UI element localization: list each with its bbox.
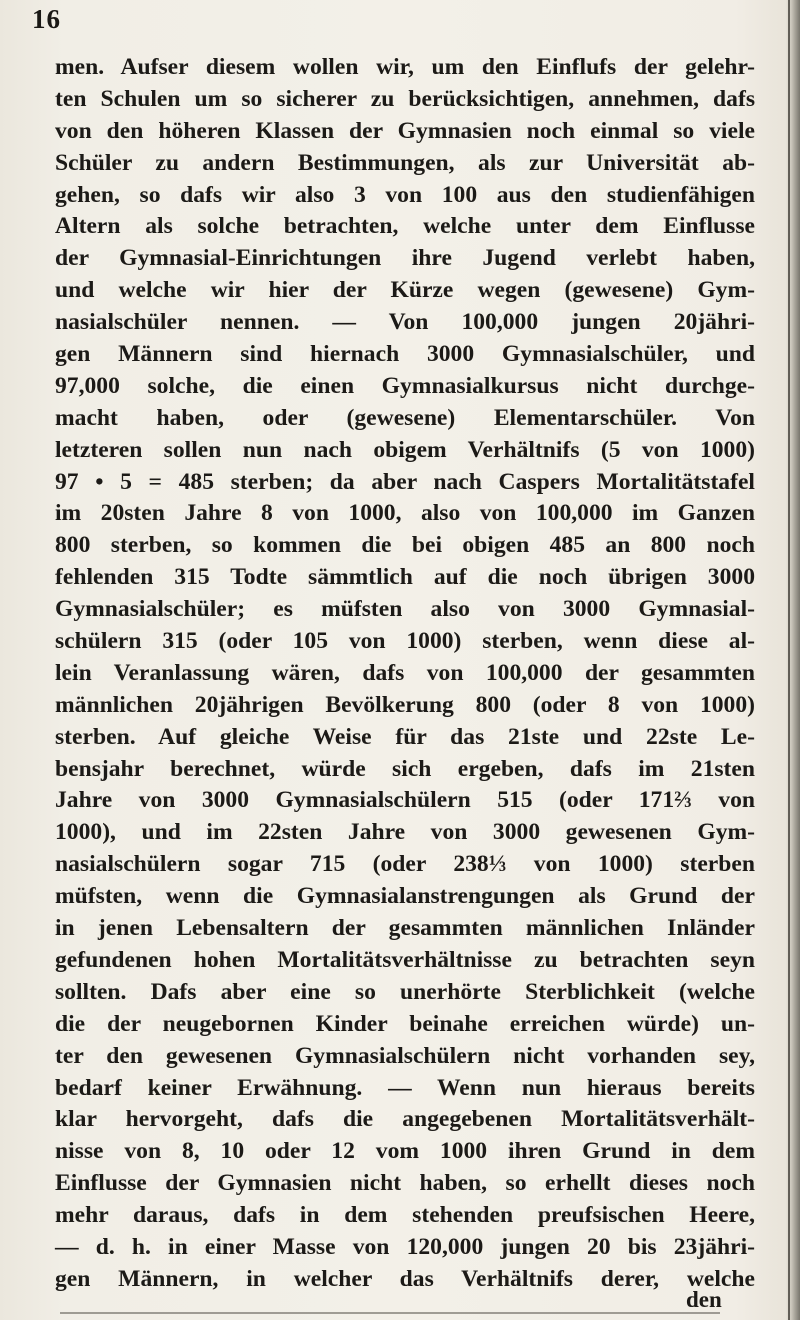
- text-line: ten Schulen um so sicherer zu berücksichtigen, annehmen, dafs: [55, 85, 755, 112]
- text-line: 800 sterben, so kommen die bei obigen 485 an 800 noch: [55, 532, 755, 559]
- page-number: 16: [32, 4, 61, 34]
- text-line: 97 • 5 = 485 sterben; da aber nach Caspers Mortalitätstafel: [55, 468, 755, 495]
- page-edge-line: [788, 0, 790, 1320]
- text-line: sollten. Dafs aber eine so unerhörte Sterblichkeit (welche: [55, 978, 755, 1005]
- text-line: Gymnasialschüler; es müfsten also von 3000 Gymnasial-: [55, 596, 755, 623]
- text-line: gefundenen hohen Mortalitätsverhältnisse zu betrachten seyn: [55, 946, 755, 973]
- text-line: letzteren sollen nun nach obigem Verhältnifs (5 von 1000): [55, 436, 755, 463]
- text-line: nasialschülern sogar 715 (oder 238⅓ von 1000) sterben: [55, 851, 755, 878]
- text-line: men. Aufser diesem wollen wir, um den Einflufs der gelehr-: [55, 54, 755, 80]
- text-line: 97,000 solche, die einen Gymnasialkursus nicht durchge-: [55, 372, 755, 399]
- text-line: Einflusse der Gymnasien nicht haben, so erhellt dieses noch: [55, 1170, 755, 1197]
- text-line: nisse von 8, 10 oder 12 vom 1000 ihren Grund in dem: [55, 1138, 755, 1165]
- text-line: Schüler zu andern Bestimmungen, als zur Universität ab-: [55, 149, 755, 176]
- text-line: Jahre von 3000 Gymnasialschülern 515 (oder 171⅔ von: [55, 787, 755, 814]
- text-line: und welche wir hier der Kürze wegen (gewesene) Gym-: [55, 277, 755, 304]
- text-line: macht haben, oder (gewesene) Elementarschüler. Von: [55, 404, 755, 431]
- text-line: gen Männern sind hiernach 3000 Gymnasialschüler, und: [55, 341, 755, 368]
- text-line: männlichen 20jährigen Bevölkerung 800 (oder 8 von 1000): [55, 691, 755, 718]
- text-line: Altern als solche betrachten, welche unter dem Einflusse: [55, 213, 755, 240]
- text-line: gehen, so dafs wir also 3 von 100 aus den studienfähigen: [55, 181, 755, 208]
- text-line: die der neugebornen Kinder beinahe erreichen würde) un-: [55, 1010, 755, 1037]
- text-line: nasialschüler nennen. — Von 100,000 jungen 20jähri-: [55, 309, 755, 336]
- text-line: lein Veranlassung wären, dafs von 100,000 der gesammten: [55, 659, 755, 686]
- bottom-rule: [60, 1312, 720, 1314]
- text-line: fehlenden 315 Todte sämmtlich auf die noch übrigen 3000: [55, 564, 755, 591]
- text-line: müfsten, wenn die Gymnasialanstrengungen als Grund der: [55, 883, 755, 910]
- catchword: den: [686, 1287, 722, 1312]
- text-line: der Gymnasial-Einrichtungen ihre Jugend verlebt haben,: [55, 245, 755, 272]
- body-text: [55, 52, 755, 1296]
- text-line: schülern 315 (oder 105 von 1000) sterben, wenn diese al-: [55, 628, 755, 655]
- text-line: bedarf keiner Erwähnung. — Wenn nun hieraus bereits: [55, 1074, 755, 1101]
- text-line: klar hervorgeht, dafs die angegebenen Mortalitätsverhält-: [55, 1106, 755, 1133]
- text-line: von den höheren Klassen der Gymnasien noch einmal so viele: [55, 117, 755, 144]
- text-line: — d. h. in einer Masse von 120,000 jungen 20 bis 23jähri-: [55, 1233, 755, 1260]
- text-line: bensjahr berechnet, würde sich ergeben, dafs im 21sten: [55, 755, 755, 782]
- text-line: sterben. Auf gleiche Weise für das 21ste und 22ste Le-: [55, 723, 755, 750]
- text-line: gen Männern, in welcher das Verhältnifs derer, welche: [55, 1265, 755, 1292]
- text-line: im 20sten Jahre 8 von 1000, also von 100,000 im Ganzen: [55, 500, 755, 527]
- text-line: ter den gewesenen Gymnasialschülern nicht vorhanden sey,: [55, 1042, 755, 1069]
- text-line: in jenen Lebensaltern der gesammten männlichen Inländer: [55, 915, 755, 942]
- text-line: mehr daraus, dafs in dem stehenden preufsischen Heere,: [55, 1202, 755, 1229]
- text-line: 1000), und im 22sten Jahre von 3000 gewesenen Gym-: [55, 819, 755, 846]
